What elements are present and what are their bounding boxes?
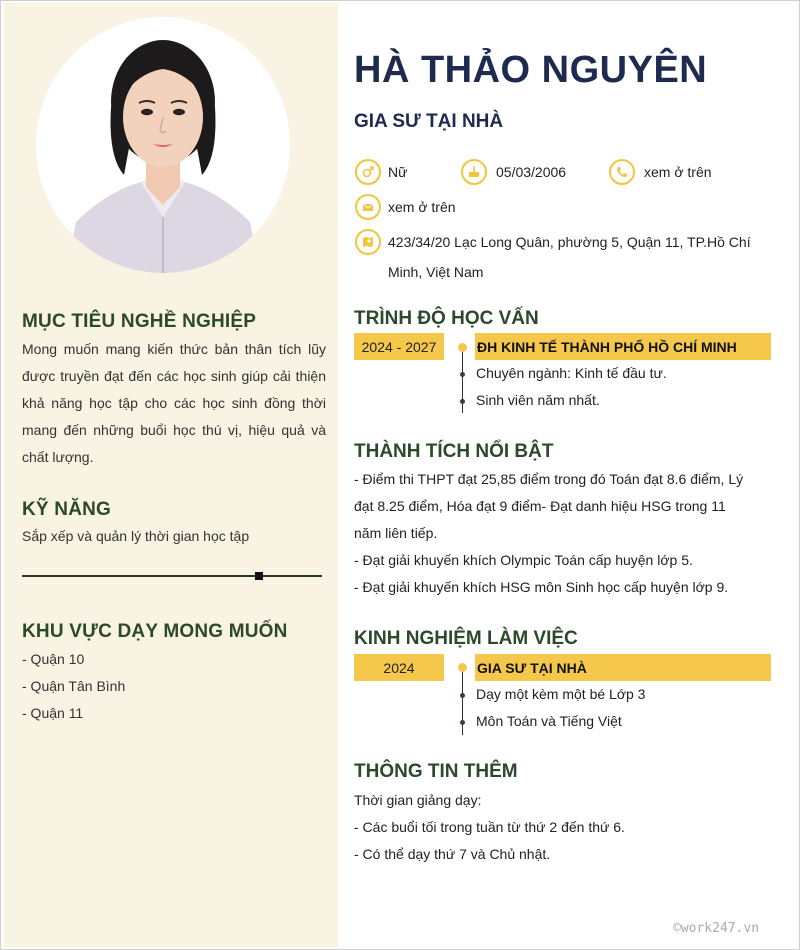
timeline-dot [460, 720, 465, 725]
achievement-line: năm liên tiếp. [354, 525, 438, 541]
objective-section [22, 311, 326, 471]
education-title: TRÌNH ĐỘ HỌC VẤN [354, 308, 539, 329]
gender-icon [355, 159, 381, 185]
extra-info-line: - Có thể dạy thứ 7 và Chủ nhật. [354, 846, 551, 862]
gender-info [355, 159, 407, 185]
objective-title: MỤC TIÊU NGHỀ NGHIỆP [22, 311, 257, 332]
extra-info-title: THÔNG TIN THÊM [354, 761, 518, 782]
experience-timeline-dot [458, 663, 467, 672]
achievements-list [354, 466, 774, 601]
achievement-line: - Đạt giải khuyến khích Olympic Toán cấp huyện lớp 5. [354, 552, 693, 568]
candidate-name: HÀ THẢO NGUYÊN [354, 49, 708, 91]
email-info [355, 194, 456, 220]
address-info [355, 229, 751, 287]
area-item: - Quận 10 [22, 651, 85, 667]
education-school: ĐH KINH TẾ THÀNH PHỐ HỒ CHÍ MINH [475, 333, 771, 360]
area-item: - Quận 11 [22, 705, 84, 721]
area-item: - Quận Tân Bình [22, 678, 126, 694]
extra-info-line: - Các buổi tối trong tuần từ thứ 2 đến thứ 6. [354, 819, 625, 835]
map-pin-icon [355, 229, 381, 255]
timeline-dot [460, 399, 465, 404]
cake-icon [461, 159, 487, 185]
experience-detail: Môn Toán và Tiếng Việt [476, 713, 622, 729]
skill-level-bar [22, 575, 322, 577]
address-line-1: 423/34/20 Lạc Long Quân, phường 5, Quận 11, TP.Hồ Chí [388, 234, 751, 250]
education-detail: Sinh viên năm nhất. [476, 392, 600, 408]
birthdate-text: 05/03/2006 [496, 164, 567, 180]
address-line-2: Minh, Việt Nam [388, 264, 484, 280]
experience-year: 2024 [354, 654, 444, 681]
phone-icon [609, 159, 635, 185]
areas-title: KHU VỰC DẠY MONG MUỐN [22, 621, 288, 642]
birthdate-info [461, 159, 566, 185]
email-text: xem ở trên [388, 199, 456, 215]
extra-info-line: Thời gian giảng dạy: [354, 792, 482, 808]
phone-info [609, 159, 712, 185]
achievements-title: THÀNH TÍCH NỔI BẬT [354, 441, 554, 462]
phone-text: xem ở trên [644, 164, 712, 180]
gender-text: Nữ [388, 164, 408, 180]
skill-label: Sắp xếp và quản lý thời gian học tập [22, 528, 250, 544]
achievement-line: - Đạt giải khuyến khích HSG môn Sinh học cấp huyện lớp 9. [354, 579, 729, 595]
timeline-dot [460, 372, 465, 377]
email-icon [355, 194, 381, 220]
experience-detail: Dạy một kèm một bé Lớp 3 [476, 686, 646, 702]
profile-photo [36, 17, 290, 273]
skills-section [22, 499, 249, 550]
objective-text: Mong muốn mang kiến thức bản thân tích lũy được truyền đạt đến các học sinh giúp cải thiện khả năng học tập cho các học sinh đồng thời mang đến những buổi học thú vị, hiệu quả và chất lượng. [22, 341, 326, 465]
experience-position: GIA SƯ TẠI NHÀ [475, 654, 771, 681]
timeline-dot [460, 693, 465, 698]
candidate-role: GIA SƯ TẠI NHÀ [354, 111, 504, 132]
education-timeline-dot [458, 343, 467, 352]
areas-section [22, 621, 288, 727]
education-year: 2024 - 2027 [354, 333, 444, 360]
watermark: ©work247.vn [673, 921, 760, 936]
achievement-line: đạt 8.25 điểm, Hóa đạt 9 điểm- Đạt danh hiệu HSG trong 11 [354, 498, 726, 514]
experience-title: KINH NGHIỆM LÀM VIỆC [354, 628, 578, 649]
skills-title: KỸ NĂNG [22, 499, 112, 520]
skill-level-marker [255, 572, 263, 580]
achievement-line: - Điểm thi THPT đạt 25,85 điểm trong đó Toán đạt 8.6 điểm, Lý [354, 471, 744, 487]
education-detail: Chuyên ngành: Kinh tế đầu tư. [476, 365, 667, 381]
extra-info-list [354, 787, 774, 868]
